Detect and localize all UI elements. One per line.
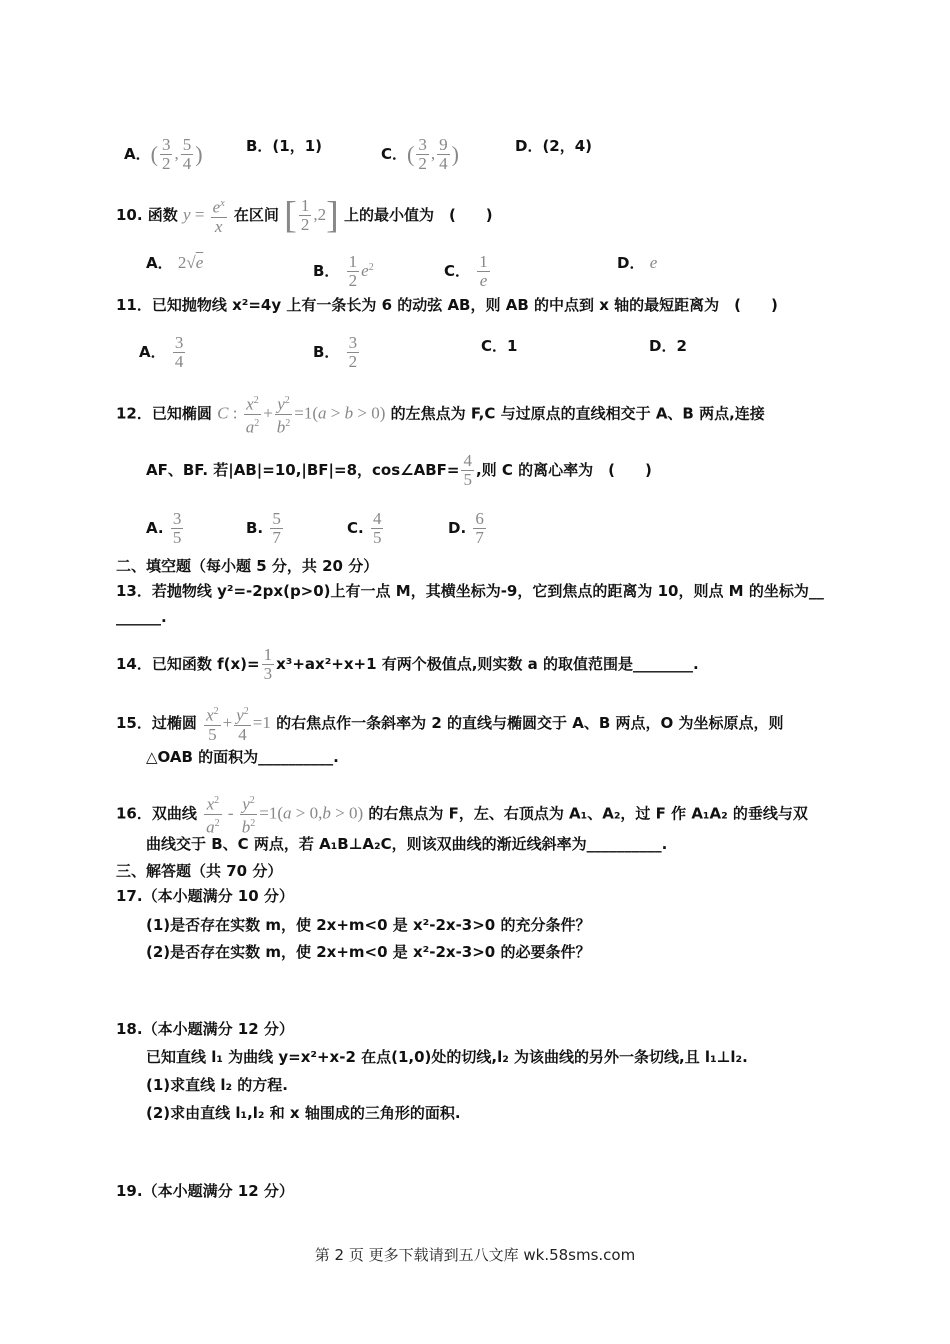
question-13-line-2: ______.	[116, 608, 167, 626]
q11-option-b: B． $\frac{3}{2}$	[313, 333, 358, 371]
q12-option-b: B. $\frac{5}{7}$	[246, 509, 281, 547]
page-footer: 第 2 页 更多下载请到五八文库 wk.58sms.com	[314, 1246, 636, 1264]
q9-option-a: A．( $\frac{3}{2}$ , $\frac{5}{4}$ )	[124, 135, 203, 173]
q9-option-d: D．(2，4)	[515, 137, 593, 155]
section-2-heading: 二、填空题（每小题 5 分，共 20 分）	[116, 557, 379, 575]
question-11: 11．已知抛物线 x²=4y 上有一条长为 6 的动弦 AB，则 AB 的中点到 x 轴的最短距离为 ( )	[116, 296, 778, 314]
question-18-part-2: (2)求由直线 l₁,l₂ 和 x 轴围成的三角形的面积.	[146, 1104, 461, 1122]
q9-option-c: C．( $\frac{3}{2}$ , $\frac{9}{4}$ )	[381, 135, 459, 173]
question-17-part-2: (2)是否存在实数 m，使 2x+m<0 是 x²-2x-3>0 的必要条件？	[146, 943, 591, 961]
question-15-line-1: 15．过椭圆 $\frac{x^2}{5}$ + $\frac{y^2}{4}$ =1 的右焦点作一条斜率为 2 的直线与椭圆交于 A、B 两点，O 为坐标原点，则	[116, 703, 783, 744]
question-16-line-2: 曲线交于 B、C 两点，若 A₁B⊥A₂C，则该双曲线的渐近线斜率为__________.	[146, 835, 668, 853]
q11-option-a: A． $\frac{3}{4}$	[139, 333, 184, 371]
q9-option-b: B．(1，1)	[246, 137, 323, 155]
question-17-title: 17.（本小题满分 10 分）	[116, 887, 294, 905]
question-18-part-1: (1)求直线 l₂ 的方程.	[146, 1076, 289, 1094]
q11-option-c: C．1	[481, 337, 518, 355]
question-15-line-2: △OAB 的面积为__________.	[146, 748, 339, 766]
question-10: 10. 函数 y = $\frac{e^x}{x}$ 在区间 [ $\frac{1}{2}$ ,2] 上的最小值为 ( )	[116, 194, 493, 237]
question-19-title: 19.（本小题满分 12 分）	[116, 1182, 294, 1200]
q12-option-a: A. $\frac{3}{5}$	[146, 509, 182, 547]
question-12-line-1: 12．已知椭圆 C : $\frac{x^2}{a^2}$ + $\frac{y^2}{b^2}$ =1(a > b > 0) 的左焦点为 F,C 与过原点的直线相交于 A、B 两点,连接	[116, 392, 765, 436]
q10-option-b: B． $\frac{1}{2}$ $e^2$	[313, 252, 374, 290]
question-18-stem: 已知直线 l₁ 为曲线 y=x²+x-2 在点(1,0)处的切线,l₂ 为该曲线的另外一条切线,且 l₁⊥l₂.	[146, 1048, 748, 1066]
q10-option-d: D． e	[617, 253, 658, 272]
q10-option-a: A． 2√e	[146, 253, 204, 272]
section-3-heading: 三、解答题（共 70 分）	[116, 862, 283, 880]
q10-option-c: C． $\frac{1}{e}$	[444, 252, 488, 290]
q12-option-c: C. $\frac{4}{5}$	[347, 509, 382, 547]
q11-option-d: D．2	[649, 337, 687, 355]
question-14: 14．已知函数 f(x)= $\frac{1}{3}$ x³+ax²+x+1 有两个极值点,则实数 a 的取值范围是________.	[116, 645, 699, 683]
question-13-line-1: 13．若抛物线 y²=-2px(p>0)上有一点 M，其横坐标为-9，它到焦点的距离为 10，则点 M 的坐标为__	[116, 582, 824, 600]
q12-option-d: D. $\frac{6}{7}$	[448, 509, 484, 547]
question-18-title: 18.（本小题满分 12 分）	[116, 1020, 294, 1038]
question-12-line-2: AF、BF. 若|AB|=10,|BF|=8，cos∠ABF= $\frac{4}{5}$ ,则 C 的离心率为 ( )	[146, 451, 652, 489]
question-17-part-1: (1)是否存在实数 m，使 2x+m<0 是 x²-2x-3>0 的充分条件？	[146, 916, 591, 934]
question-16-line-1: 16．双曲线 $\frac{x^2}{a^2}$ - $\frac{y^2}{b^2}$ =1(a > 0,b > 0) 的右焦点为 F，左、右顶点为 A₁、A₂，过 F 作 A₁A₂ 的垂线与双	[116, 792, 808, 836]
